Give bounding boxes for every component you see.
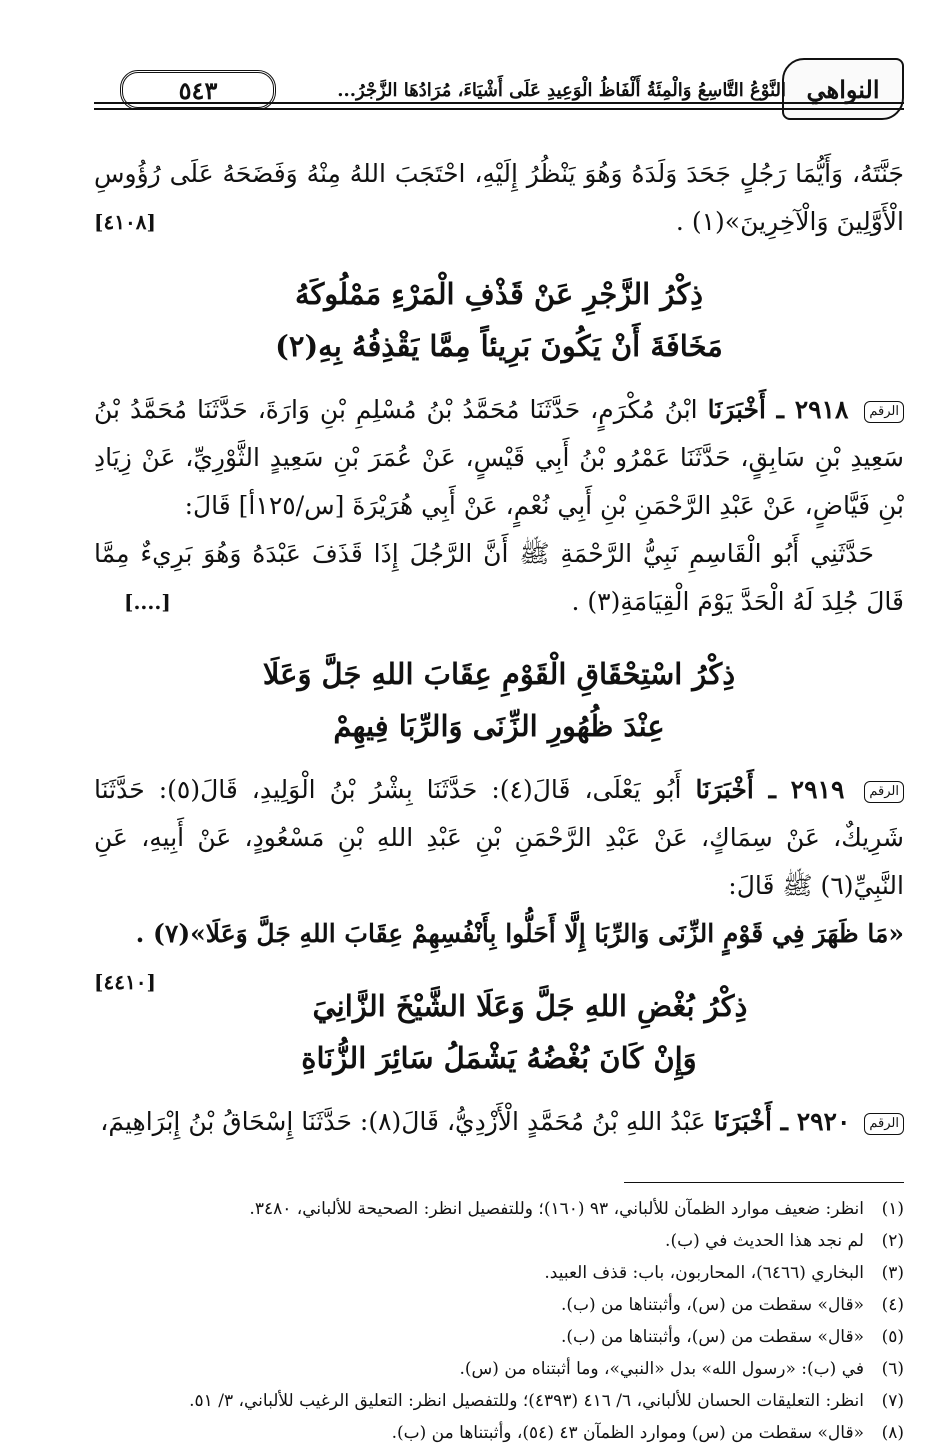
footnote-text: انظر: ضعيف موارد الظمآن للألباني، ٩٣ (١٦٠)؛ وللتفصيل انظر: الصحيحة للألباني، ٣٤٨٠. <box>249 1199 864 1219</box>
footnote <box>94 1257 904 1289</box>
hadith-ref: [....] <box>124 590 171 614</box>
footnote-text: في (ب): «رسول الله» بدل «النبي»، وما أثبتناه من (س). <box>459 1359 864 1379</box>
footnote-number: (٥) <box>881 1327 904 1347</box>
page-body <box>94 150 904 1449</box>
footnote-text: لم نجد هذا الحديث في (ب). <box>665 1231 864 1251</box>
footnote-number: (٤) <box>881 1295 904 1315</box>
footnotes <box>94 1193 904 1449</box>
hadith-number: ٢٩١٨ ـ أَخْبَرَنَا <box>707 395 849 424</box>
footnote <box>94 1225 904 1257</box>
hadith-tag: الرقم <box>864 401 904 423</box>
hadith-tag: الرقم <box>864 1113 904 1135</box>
chapter-heading-1: ذِكْرُ الزَّجْرِ عَنْ قَذْفِ الْمَرْءِ مَمْلُوكَهُ مَخَافَةَ أَنْ يَكُونَ بَرِيئاً مِمَّا يَقْذِفُهُ بِهِ(٢) <box>275 277 723 363</box>
footnote-number: (٧) <box>881 1391 904 1411</box>
hadith-ref: [٤١٠٨] <box>94 210 156 234</box>
footnote <box>94 1193 904 1225</box>
page-number: ٥٤٣ <box>120 70 276 110</box>
footnote <box>94 1289 904 1321</box>
footnote-number: (٦) <box>881 1359 904 1379</box>
chapter-heading-3: ذِكْرُ بُغْضِ اللهِ جَلَّ وَعَلَا الشَّيْخَ الزَّانِيَ وَإِنْ كَانَ بُغْضُهُ يَشْمَلُ سَائِرَ الزُّنَاةِ <box>301 989 748 1075</box>
footnote <box>94 1321 904 1353</box>
hadith-ref: [٤٤١٠] <box>94 970 156 994</box>
paragraph-continuation: جَنَّتَهُ، وَأَيُّمَا رَجُلٍ جَحَدَ وَلَدَهُ وَهُوَ يَنْظُرُ إِلَيْهِ، احْتَجَبَ اللهُ مِنْهُ وَفَضَحَهُ عَلَى رُؤُوسِ الْأَوَّلِينَ وَالْآخِرِينَ»(١) . [٤١٠٨] <box>94 150 904 246</box>
footnote-text: «قال» سقطت من (س)، وأثبتناها من (ب). <box>560 1327 864 1347</box>
footnote-text: انظر: التعليقات الحسان للألباني، ٦/ ٤١٦ (٤٣٩٣)؛ وللتفصيل انظر: التعليق الرغيب للألباني، ٣/ ٥١. <box>189 1391 864 1411</box>
footnote-text: البخاري (٦٤٦٦)، المحاربون، باب: قذف العبيد. <box>544 1263 864 1283</box>
footnote-number: (١) <box>881 1199 904 1219</box>
hadith-2918 <box>94 386 904 530</box>
hadith-tag: الرقم <box>864 781 904 803</box>
hadith-2920 <box>94 1098 904 1146</box>
chapter-heading-2: ذِكْرُ اسْتِحْقَاقِ الْقَوْمِ عِقَابَ اللهِ جَلَّ وَعَلَا عِنْدَ ظُهُورِ الزِّنَى وَالرِّبَا فِيهِمْ <box>262 657 736 743</box>
hadith-isnad: أَبُو يَعْلَى، قَالَ(٤): حَدَّثَنَا بِشْرُ بْنُ الْوَلِيدِ، قَالَ(٥): حَدَّثَنَا شَرِيكٌ، عَنْ سِمَاكٍ، عَنْ عَبْدِ الرَّحْمَنِ بْنِ عَبْدِ اللهِ بْنِ مَسْعُودٍ، عَنْ أَبِيهِ، عَنِ النَّبِيِّ(٦) ﷺ قَالَ: <box>94 775 904 900</box>
footnote <box>94 1417 904 1449</box>
hadith-number: ٢٩٢٠ ـ أَخْبَرَنَا <box>713 1107 851 1136</box>
footnote <box>94 1353 904 1385</box>
footnote <box>94 1385 904 1417</box>
hadith-2919 <box>94 766 904 910</box>
hadith-matn: حَدَّثَنِي أَبُو الْقَاسِمِ نَبِيُّ الرَّحْمَةِ ﷺ أَنَّ الرَّجُلَ إِذَا قَذَفَ عَبْدَهُ وَهُوَ بَرِيءٌ مِمَّا قَالَ جُلِدَ لَهُ الْحَدَّ يَوْمَ الْقِيَامَةِ(٣) . [....] <box>94 530 904 626</box>
footnote-number: (٣) <box>881 1263 904 1283</box>
running-title: النَّوْعُ التَّاسِعُ وَالْمِئَةُ أَلْفَاظُ الْوَعِيدِ عَلَى أَشْيَاءَ، مُرَادُهَا الزَّجْرُ... <box>337 80 786 101</box>
footnote-text: «قال» سقطت من (س) وموارد الظمآن ٤٣ (٥٤)، وأثبتناها من (ب). <box>391 1423 864 1443</box>
hadith-matn: «مَا ظَهَرَ فِي قَوْمٍ الزِّنَى وَالرِّبَا إِلَّا أَحَلُّوا بِأَنْفُسِهِمْ عِقَابَ اللهِ جَلَّ وَعَلَا»(٧) . [٤٤١٠] <box>94 910 904 958</box>
footnote-number: (٢) <box>881 1231 904 1251</box>
section-badge: النواهي <box>782 58 904 120</box>
hadith-isnad: ابْنُ مُكْرَمٍ، حَدَّثَنَا مُحَمَّدُ بْنُ مُسْلِمِ بْنِ وَارَةَ، حَدَّثَنَا مُحَمَّدُ بْنُ سَعِيدِ بْنِ سَابِقٍ، حَدَّثَنَا عَمْرُو بْنُ أَبِي قَيْسٍ، عَنْ عُمَرَ بْنِ سَعِيدٍ الثَّوْرِيِّ، عَنْ زِيَادِ بْنِ فَيَّاضٍ، عَنْ عَبْدِ الرَّحْمَنِ بْنِ أَبِي نُعْمٍ، عَنْ أَبِي هُرَيْرَةَ [س/١٢٥أ] قَالَ: <box>94 395 904 520</box>
page-header <box>94 58 904 120</box>
footnote-number: (٨) <box>881 1423 904 1443</box>
hadith-isnad: عَبْدُ اللهِ بْنُ مُحَمَّدٍ الْأَزْدِيُّ، قَالَ(٨): حَدَّثَنَا إِسْحَاقُ بْنُ إِبْرَاهِيمَ، <box>100 1107 706 1136</box>
footnote-rule <box>624 1182 904 1183</box>
hadith-number: ٢٩١٩ ـ أَخْبَرَنَا <box>695 775 845 804</box>
footnote-text: «قال» سقطت من (س)، وأثبتناها من (ب). <box>560 1295 864 1315</box>
